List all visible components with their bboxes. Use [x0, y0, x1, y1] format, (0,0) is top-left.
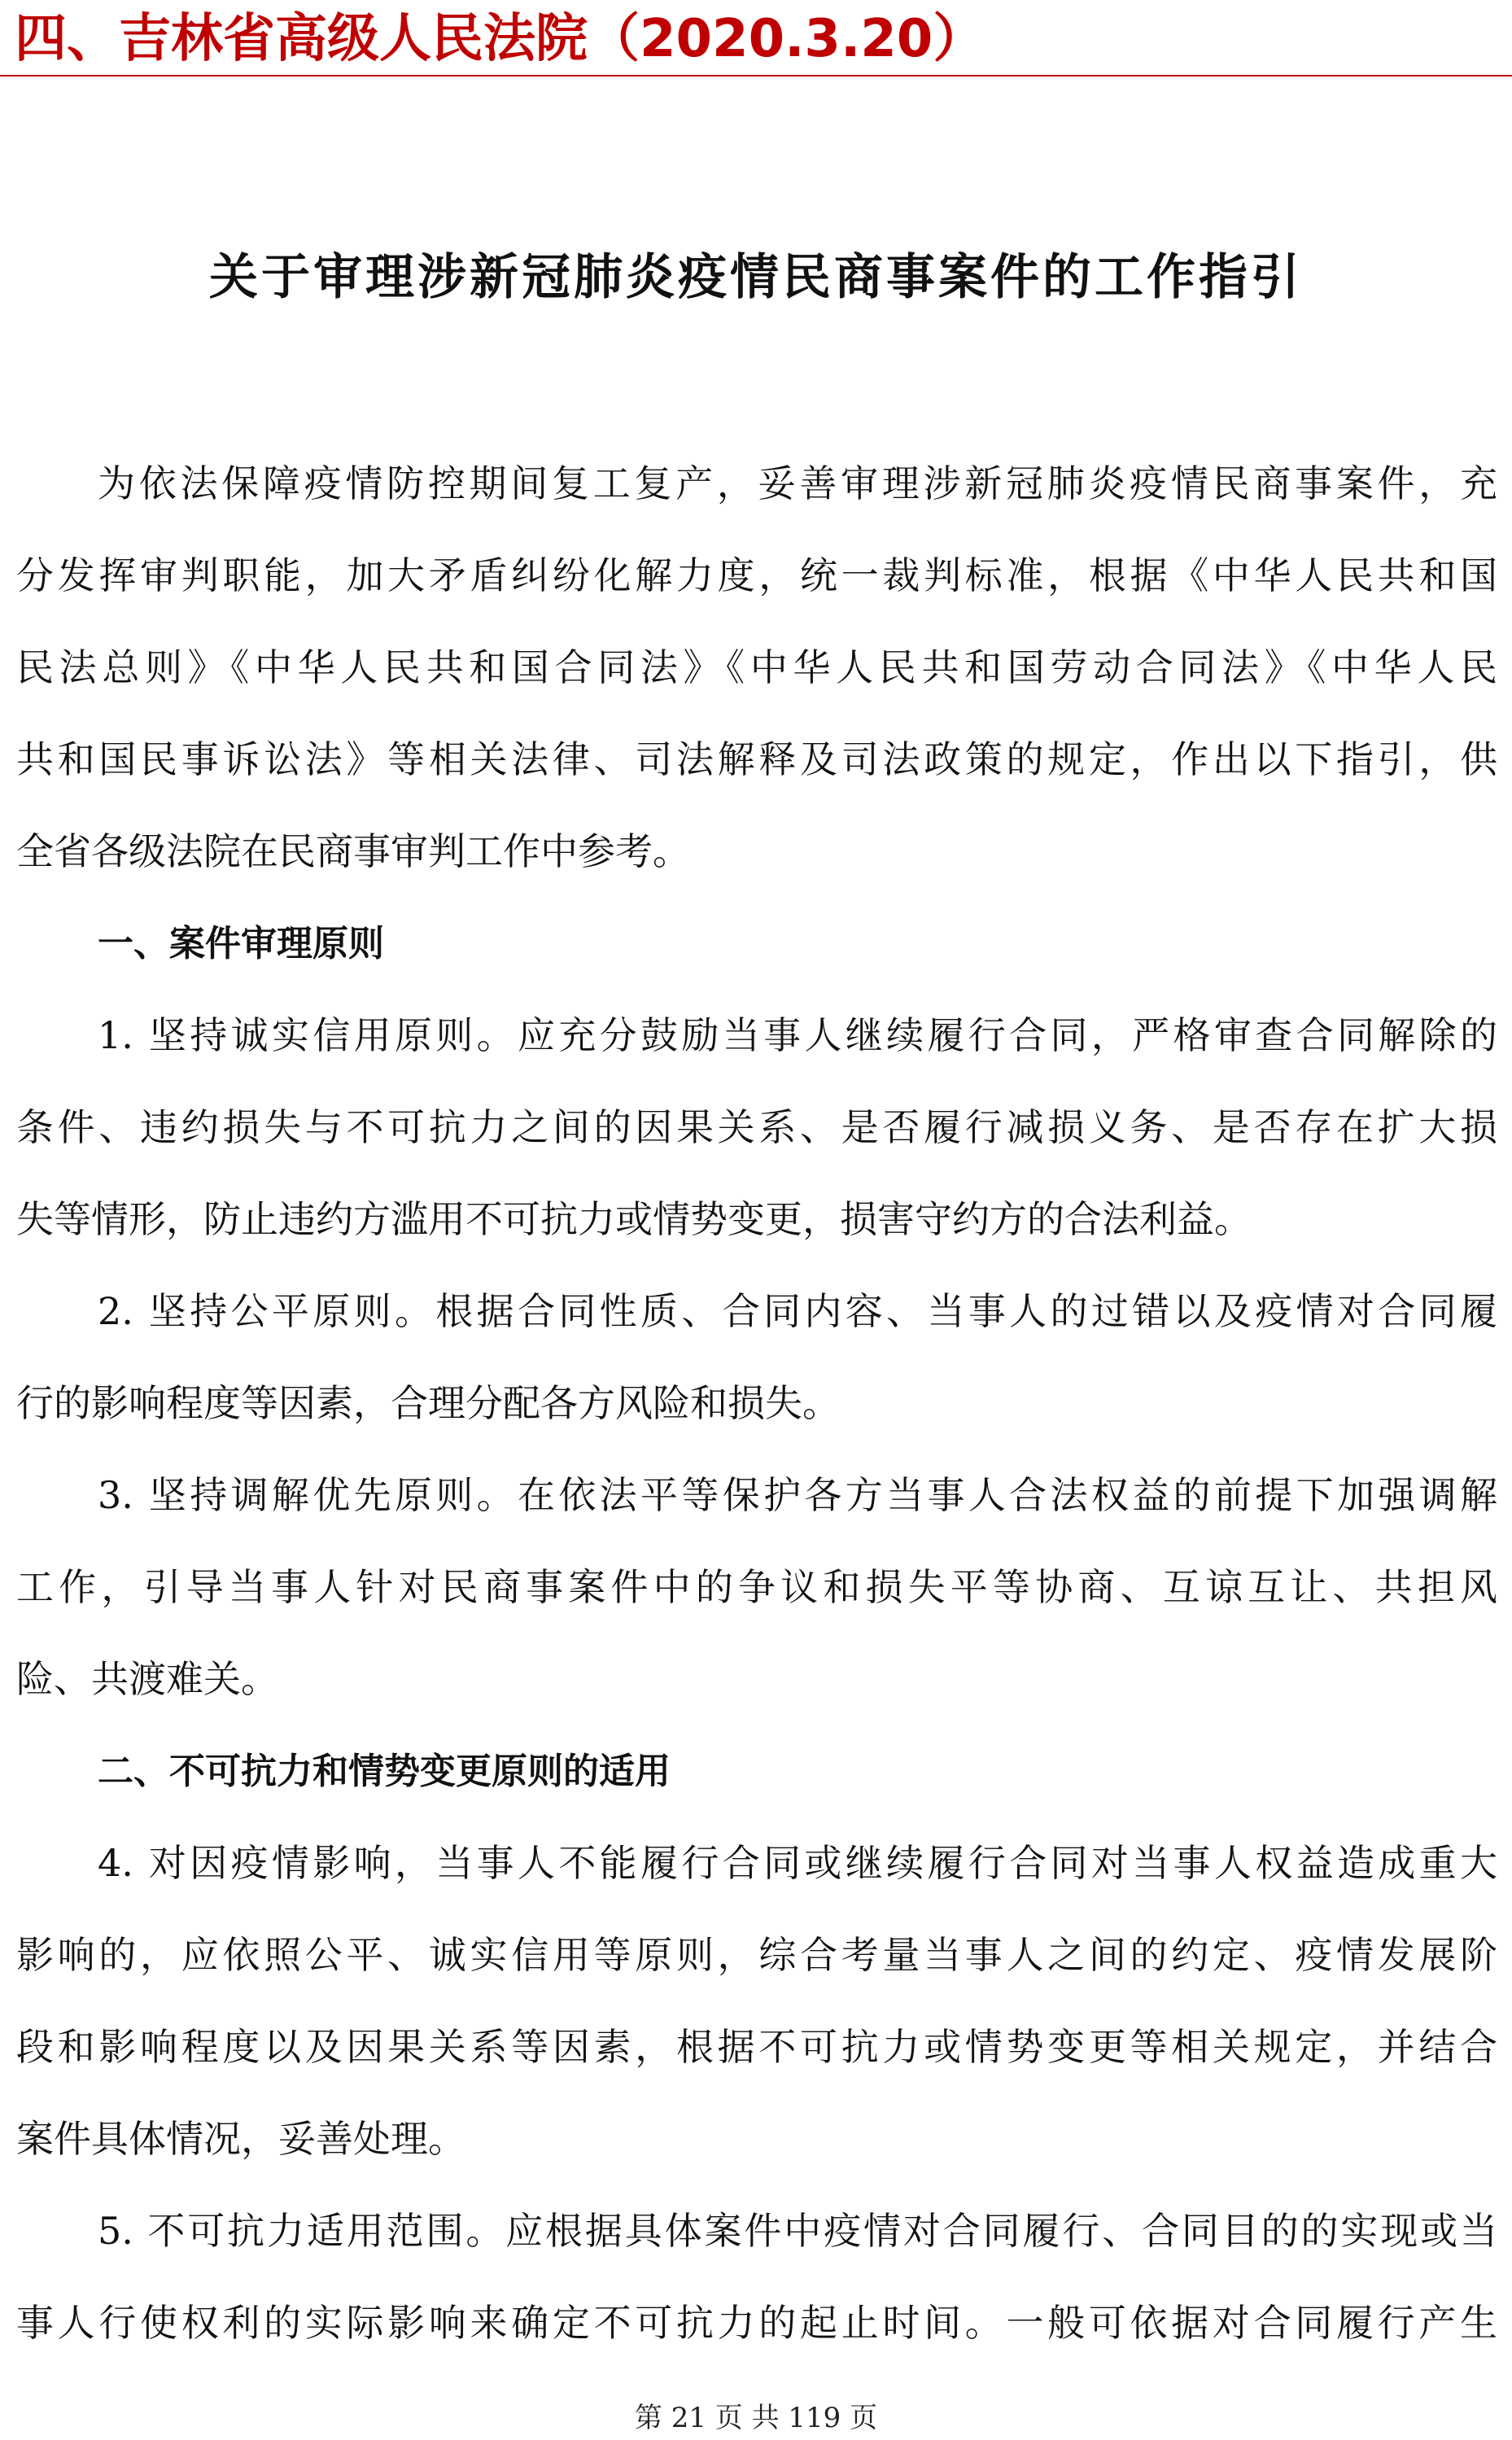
body-line: 民法总则》《中华人民共和国合同法》《中华人民共和国劳动合同法》《中华人民: [16, 645, 1497, 689]
body-line: 事人行使权利的实际影响来确定不可抗力的起止时间。一般可依据对合同履行产生: [16, 2301, 1497, 2345]
subsection-heading: 一、案件审理原则: [98, 923, 384, 964]
subsection-heading: 二、不可抗力和情势变更原则的适用: [98, 1751, 671, 1792]
body-line: 全省各级法院在民商事审判工作中参考。: [16, 829, 690, 873]
body-line: 险、共渡难关。: [16, 1657, 278, 1701]
body-line: 5. 不可抗力适用范围。应根据具体案件中疫情对合同履行、合同目的的实现或当: [98, 2209, 1497, 2253]
body-line: 影响的，应依照公平、诚实信用等原则，综合考量当事人之间的约定、疫情发展阶: [16, 1933, 1497, 1977]
body-line: 4. 对因疫情影响，当事人不能履行合同或继续履行合同对当事人权益造成重大: [98, 1841, 1497, 1885]
body-line: 分发挥审判职能，加大矛盾纠纷化解力度，统一裁判标准，根据《中华人民共和国: [16, 553, 1497, 597]
body-line: 3. 坚持调解优先原则。在依法平等保护各方当事人合法权益的前提下加强调解: [98, 1473, 1497, 1517]
body-line: 段和影响程度以及因果关系等因素，根据不可抗力或情势变更等相关规定，并结合: [16, 2025, 1497, 2069]
body-line: 共和国民事诉讼法》等相关法律、司法解释及司法政策的规定，作出以下指引，供: [16, 737, 1497, 781]
body-line: 工作，引导当事人针对民商事案件中的争议和损失平等协商、互谅互让、共担风: [16, 1565, 1497, 1609]
body-line: 行的影响程度等因素，合理分配各方风险和损失。: [16, 1381, 840, 1425]
body-line: 条件、违约损失与不可抗力之间的因果关系、是否履行减损义务、是否存在扩大损: [16, 1105, 1497, 1149]
body-line: 为依法保障疫情防控期间复工复产，妥善审理涉新冠肺炎疫情民商事案件，充: [98, 461, 1497, 505]
body-line: 案件具体情况，妥善处理。: [16, 2117, 465, 2161]
page-number-footer: 第 21 页 共 119 页: [634, 2402, 878, 2434]
body-line: 1. 坚持诚实信用原则。应充分鼓励当事人继续履行合同，严格审查合同解除的: [98, 1013, 1497, 1057]
body-line: 失等情形，防止违约方滥用不可抗力或情势变更，损害守约方的合法利益。: [16, 1197, 1252, 1241]
document-title: 关于审理涉新冠肺炎疫情民商事案件的工作指引: [209, 249, 1303, 306]
section-heading: 四、吉林省高级人民法院（2020.3.20）: [15, 9, 985, 69]
body-line: 2. 坚持公平原则。根据合同性质、合同内容、当事人的过错以及疫情对合同履: [98, 1289, 1497, 1333]
document-body: [16, 438, 1497, 2369]
heading-divider: [0, 75, 1512, 77]
